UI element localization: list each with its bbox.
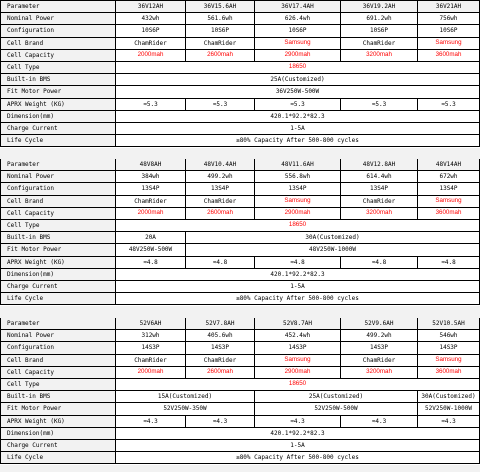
row-label-dimension-mm: Dimension(mm) [0, 269, 116, 281]
header-cell-parameter: 36V21AH [418, 1, 480, 13]
value-cell-built-in-bms: 15A(Customized) [116, 391, 255, 403]
value-cell-cell-brand: ChamRider [341, 196, 418, 208]
value-cell-configuration: 14S3P [418, 342, 480, 355]
row-label-fit-motor-power: Fit Motor Power [0, 244, 116, 257]
value-cell-cell-brand: ChamRider [116, 38, 186, 50]
value-cell-life-cycle: ≥80% Capacity After 500-800 cycles [116, 293, 480, 305]
value-cell-cell-capacity: 2000mah [116, 367, 186, 379]
value-cell-aprx-weight-kg: ≈5.3 [418, 99, 480, 111]
value-cell-cell-capacity: 3600mah [418, 367, 480, 379]
value-cell-dimension-mm: 420.1*92.2*82.3 [116, 111, 480, 123]
header-cell-parameter: 36V17.4AH [255, 1, 341, 13]
value-cell-cell-capacity: 2000mah [116, 208, 186, 220]
row-label-cell-type: Cell Type [0, 62, 116, 74]
value-cell-cell-capacity: 2900mah [255, 208, 341, 220]
row-label-nominal-power: Nominal Power [0, 13, 116, 25]
value-cell-aprx-weight-kg: ≈4.3 [186, 416, 255, 428]
value-cell-nominal-power: 312wh [116, 330, 186, 342]
value-cell-cell-brand: Samsung [255, 355, 341, 367]
header-cell-parameter: 48V12.8AH [341, 159, 418, 171]
value-cell-aprx-weight-kg: ≈4.8 [341, 257, 418, 269]
row-label-nominal-power: Nominal Power [0, 171, 116, 183]
value-cell-aprx-weight-kg: ≈4.3 [418, 416, 480, 428]
value-cell-cell-brand: ChamRider [341, 38, 418, 50]
header-cell-parameter: 52V8.7AH [255, 318, 341, 330]
value-cell-nominal-power: 546wh [418, 330, 480, 342]
value-cell-cell-brand: ChamRider [186, 38, 255, 50]
value-cell-cell-capacity: 3200mah [341, 50, 418, 62]
value-cell-built-in-bms: 25A(Customized) [255, 391, 418, 403]
header-cell-parameter: 52V9.6AH [341, 318, 418, 330]
value-cell-fit-motor-power: 36V250W-500W [116, 86, 480, 99]
row-label-aprx-weight-kg: APRX Weight (KG) [0, 257, 116, 269]
value-cell-built-in-bms: 30A(Customized) [418, 391, 480, 403]
value-cell-configuration: 13S4P [255, 183, 341, 196]
row-label-cell-type: Cell Type [0, 220, 116, 232]
value-cell-nominal-power: 672wh [418, 171, 480, 183]
value-cell-cell-brand: ChamRider [116, 196, 186, 208]
row-label-parameter: Parameter [0, 159, 116, 171]
value-cell-configuration: 13S4P [341, 183, 418, 196]
row-label-charge-current: Charge Current [0, 281, 116, 293]
value-cell-cell-brand: Samsung [418, 355, 480, 367]
value-cell-life-cycle: ≥80% Capacity After 500-800 cycles [116, 135, 480, 147]
value-cell-fit-motor-power: 52V250W-500W [255, 403, 418, 416]
section-separator [0, 306, 480, 318]
value-cell-fit-motor-power: 48V250W-500W [116, 244, 186, 257]
row-label-life-cycle: Life Cycle [0, 135, 116, 147]
value-cell-aprx-weight-kg: ≈4.8 [116, 257, 186, 269]
value-cell-charge-current: 1-5A [116, 440, 480, 452]
value-cell-configuration: 10S6P [186, 25, 255, 38]
value-cell-configuration: 13S4P [418, 183, 480, 196]
value-cell-configuration: 14S3P [186, 342, 255, 355]
value-cell-cell-brand: ChamRider [341, 355, 418, 367]
value-cell-nominal-power: 691.2wh [341, 13, 418, 25]
header-cell-parameter: 48V14AH [418, 159, 480, 171]
row-label-parameter: Parameter [0, 1, 116, 13]
value-cell-cell-type: 18650 [116, 62, 480, 74]
header-cell-parameter: 36V12AH [116, 1, 186, 13]
row-label-cell-brand: Cell Brand [0, 355, 116, 367]
row-label-fit-motor-power: Fit Motor Power [0, 86, 116, 99]
value-cell-configuration: 13S4P [186, 183, 255, 196]
row-label-cell-capacity: Cell Capacity [0, 50, 116, 62]
row-label-charge-current: Charge Current [0, 123, 116, 135]
value-cell-aprx-weight-kg: ≈4.8 [186, 257, 255, 269]
row-label-configuration: Configuration [0, 25, 116, 38]
row-label-cell-brand: Cell Brand [0, 196, 116, 208]
row-label-nominal-power: Nominal Power [0, 330, 116, 342]
value-cell-cell-capacity: 3600mah [418, 50, 480, 62]
value-cell-nominal-power: 561.6wh [186, 13, 255, 25]
value-cell-aprx-weight-kg: ≈5.3 [186, 99, 255, 111]
value-cell-configuration: 10S6P [255, 25, 341, 38]
header-cell-parameter: 48V10.4AH [186, 159, 255, 171]
header-cell-parameter: 52V7.8AH [186, 318, 255, 330]
row-label-configuration: Configuration [0, 183, 116, 196]
value-cell-dimension-mm: 420.1*92.2*82.3 [116, 428, 480, 440]
header-cell-parameter: 48V11.6AH [255, 159, 341, 171]
row-label-built-in-bms: Built-in BMS [0, 74, 116, 86]
value-cell-configuration: 14S3P [116, 342, 186, 355]
value-cell-charge-current: 1-5A [116, 281, 480, 293]
value-cell-cell-brand: Samsung [255, 38, 341, 50]
value-cell-cell-capacity: 3200mah [341, 367, 418, 379]
value-cell-cell-capacity: 2900mah [255, 367, 341, 379]
value-cell-nominal-power: 499.2wh [186, 171, 255, 183]
value-cell-nominal-power: 499.2wh [341, 330, 418, 342]
row-label-aprx-weight-kg: APRX Weight (KG) [0, 416, 116, 428]
value-cell-built-in-bms: 25A(Customized) [116, 74, 480, 86]
value-cell-cell-capacity: 2600mah [186, 50, 255, 62]
value-cell-nominal-power: 756wh [418, 13, 480, 25]
value-cell-cell-capacity: 2600mah [186, 367, 255, 379]
value-cell-built-in-bms: 30A(Customized) [186, 232, 480, 244]
value-cell-dimension-mm: 420.1*92.2*82.3 [116, 269, 480, 281]
value-cell-charge-current: 1-5A [116, 123, 480, 135]
value-cell-aprx-weight-kg: ≈5.3 [255, 99, 341, 111]
row-label-built-in-bms: Built-in BMS [0, 391, 116, 403]
row-label-built-in-bms: Built-in BMS [0, 232, 116, 244]
value-cell-configuration: 14S3P [255, 342, 341, 355]
value-cell-cell-brand: Samsung [255, 196, 341, 208]
value-cell-configuration: 10S6P [116, 25, 186, 38]
value-cell-nominal-power: 384wh [116, 171, 186, 183]
value-cell-configuration: 14S3P [341, 342, 418, 355]
value-cell-nominal-power: 556.8wh [255, 171, 341, 183]
value-cell-aprx-weight-kg: ≈4.8 [418, 257, 480, 269]
header-cell-parameter: 36V19.2AH [341, 1, 418, 13]
value-cell-configuration: 10S6P [418, 25, 480, 38]
value-cell-fit-motor-power: 52V250W-1000W [418, 403, 480, 416]
row-label-configuration: Configuration [0, 342, 116, 355]
value-cell-aprx-weight-kg: ≈4.3 [116, 416, 186, 428]
value-cell-cell-brand: Samsung [418, 38, 480, 50]
value-cell-aprx-weight-kg: ≈4.3 [255, 416, 341, 428]
value-cell-nominal-power: 405.6wh [186, 330, 255, 342]
row-label-cell-type: Cell Type [0, 379, 116, 391]
section-separator [0, 148, 480, 159]
header-cell-parameter: 48V8AH [116, 159, 186, 171]
value-cell-cell-capacity: 2900mah [255, 50, 341, 62]
value-cell-cell-brand: ChamRider [186, 355, 255, 367]
header-cell-parameter: 52V6AH [116, 318, 186, 330]
row-label-aprx-weight-kg: APRX Weight (KG) [0, 99, 116, 111]
value-cell-nominal-power: 432wh [116, 13, 186, 25]
value-cell-fit-motor-power: 48V250W-1000W [186, 244, 480, 257]
value-cell-life-cycle: ≥80% Capacity After 500-800 cycles [116, 452, 480, 464]
value-cell-nominal-power: 452.4wh [255, 330, 341, 342]
row-label-cell-brand: Cell Brand [0, 38, 116, 50]
value-cell-aprx-weight-kg: ≈5.3 [341, 99, 418, 111]
row-label-dimension-mm: Dimension(mm) [0, 428, 116, 440]
value-cell-aprx-weight-kg: ≈4.3 [341, 416, 418, 428]
value-cell-nominal-power: 614.4wh [341, 171, 418, 183]
value-cell-nominal-power: 626.4wh [255, 13, 341, 25]
row-label-dimension-mm: Dimension(mm) [0, 111, 116, 123]
value-cell-cell-brand: Samsung [418, 196, 480, 208]
value-cell-built-in-bms: 20A [116, 232, 186, 244]
value-cell-cell-capacity: 2000mah [116, 50, 186, 62]
row-label-charge-current: Charge Current [0, 440, 116, 452]
value-cell-cell-brand: ChamRider [116, 355, 186, 367]
value-cell-cell-capacity: 3600mah [418, 208, 480, 220]
value-cell-cell-capacity: 3200mah [341, 208, 418, 220]
value-cell-cell-capacity: 2600mah [186, 208, 255, 220]
value-cell-fit-motor-power: 52V250W-350W [116, 403, 255, 416]
value-cell-cell-type: 18650 [116, 220, 480, 232]
value-cell-cell-brand: ChamRider [186, 196, 255, 208]
value-cell-cell-type: 18650 [116, 379, 480, 391]
row-label-fit-motor-power: Fit Motor Power [0, 403, 116, 416]
row-label-life-cycle: Life Cycle [0, 452, 116, 464]
header-cell-parameter: 36V15.6AH [186, 1, 255, 13]
value-cell-aprx-weight-kg: ≈5.3 [116, 99, 186, 111]
value-cell-configuration: 13S4P [116, 183, 186, 196]
value-cell-aprx-weight-kg: ≈4.8 [255, 257, 341, 269]
header-cell-parameter: 52V10.5AH [418, 318, 480, 330]
row-label-life-cycle: Life Cycle [0, 293, 116, 305]
row-label-cell-capacity: Cell Capacity [0, 208, 116, 220]
value-cell-configuration: 10S6P [341, 25, 418, 38]
row-label-parameter: Parameter [0, 318, 116, 330]
row-label-cell-capacity: Cell Capacity [0, 367, 116, 379]
